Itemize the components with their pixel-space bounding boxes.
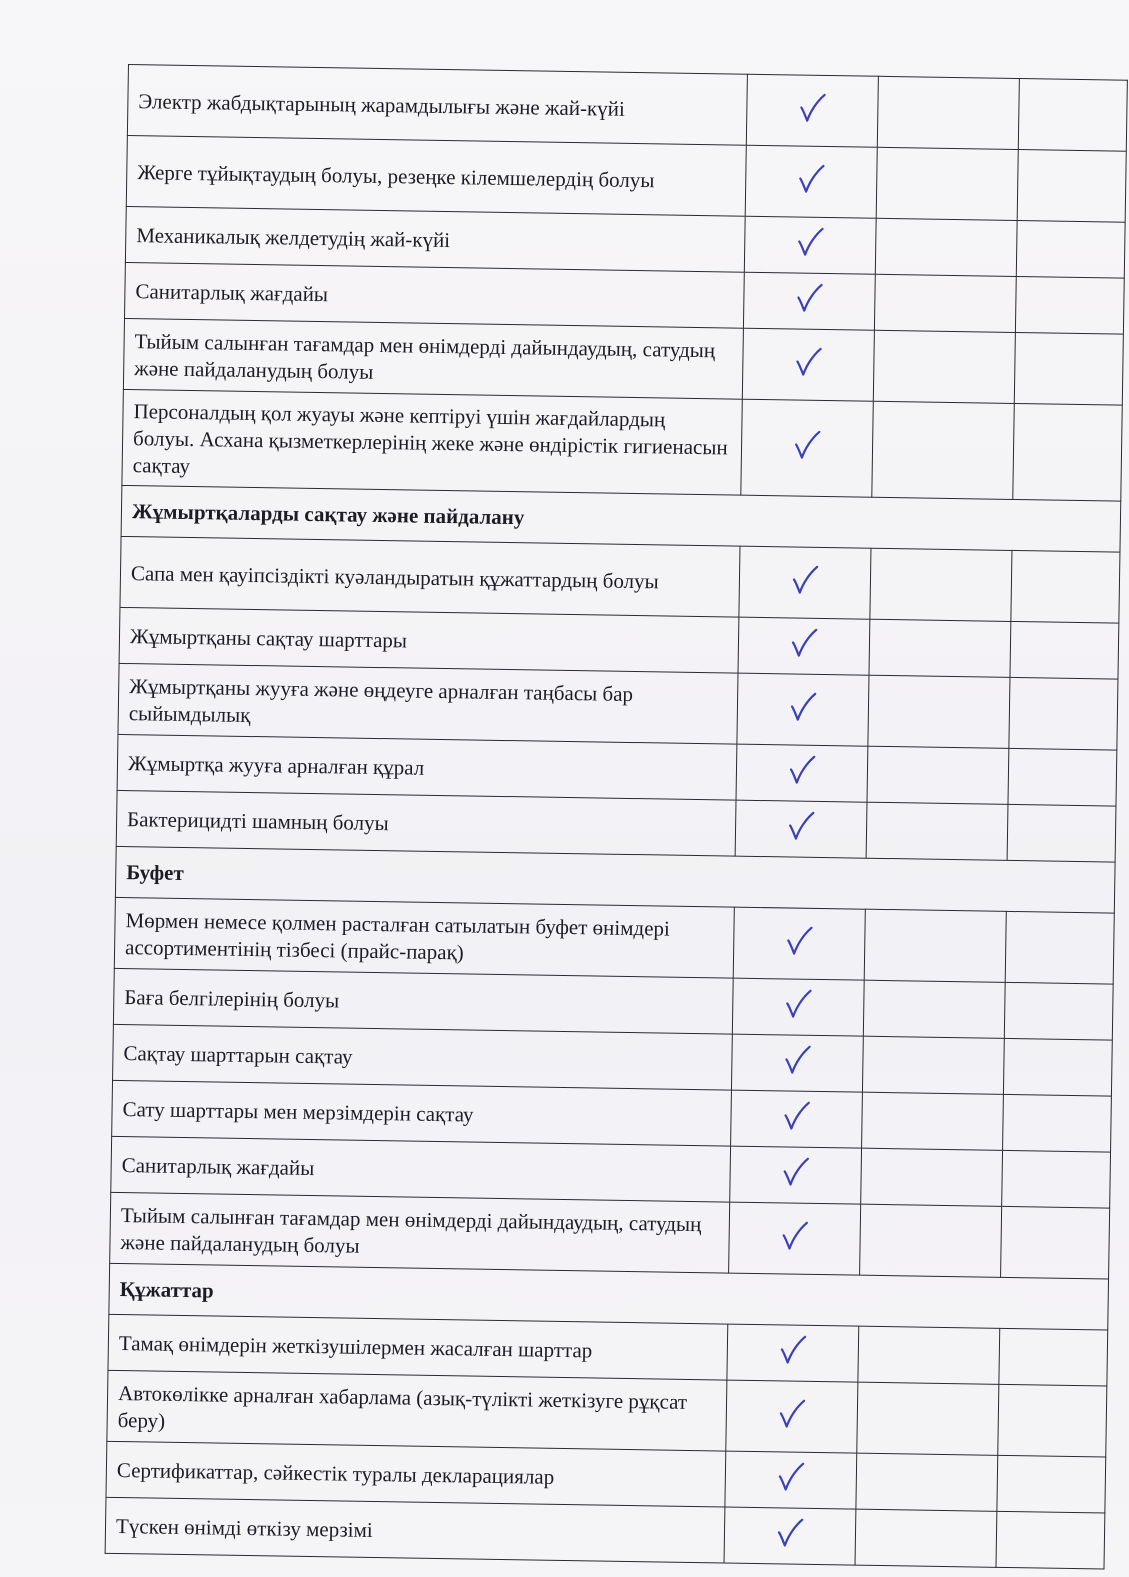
empty-cell[interactable] bbox=[1016, 220, 1125, 278]
empty-cell[interactable] bbox=[1004, 982, 1113, 1040]
row-label: Баға белгілерінің болуы bbox=[113, 968, 733, 1034]
table-row bbox=[122, 389, 1122, 501]
row-label: Тамақ өнімдерін жеткізушілермен жасалған шарттар bbox=[108, 1314, 728, 1380]
empty-cell[interactable] bbox=[861, 1092, 1003, 1150]
empty-cell[interactable] bbox=[864, 909, 1007, 982]
row-label: Жұмыртқа жууға арналған құрал bbox=[117, 734, 737, 800]
empty-cell[interactable] bbox=[1004, 1038, 1113, 1096]
checkmark-icon bbox=[778, 1155, 813, 1190]
checkmark-icon bbox=[773, 1516, 808, 1551]
checkmark-icon bbox=[790, 428, 825, 463]
check-cell[interactable] bbox=[737, 673, 868, 746]
empty-cell[interactable] bbox=[869, 548, 1012, 621]
empty-cell[interactable] bbox=[876, 147, 1019, 220]
check-cell[interactable] bbox=[742, 328, 873, 401]
empty-cell[interactable] bbox=[1005, 911, 1114, 984]
check-cell[interactable] bbox=[731, 1090, 862, 1148]
checkmark-icon bbox=[781, 987, 816, 1022]
empty-cell[interactable] bbox=[1003, 1094, 1112, 1152]
empty-cell[interactable] bbox=[1014, 332, 1123, 405]
check-cell[interactable] bbox=[746, 74, 877, 147]
section-heading: Буфет bbox=[115, 846, 1115, 913]
empty-cell[interactable] bbox=[1017, 149, 1126, 222]
empty-cell[interactable] bbox=[874, 274, 1016, 332]
empty-cell[interactable] bbox=[997, 1455, 1106, 1513]
empty-cell[interactable] bbox=[859, 1204, 1002, 1277]
checkmark-icon bbox=[794, 162, 829, 197]
row-label: Санитарлық жағдайы bbox=[125, 262, 745, 328]
empty-cell[interactable] bbox=[866, 802, 1008, 860]
check-cell[interactable] bbox=[736, 744, 867, 802]
empty-cell[interactable] bbox=[1015, 276, 1124, 334]
checkmark-icon bbox=[775, 1333, 810, 1368]
empty-cell[interactable] bbox=[1009, 677, 1118, 750]
check-cell[interactable] bbox=[745, 145, 876, 218]
checkmark-icon bbox=[785, 753, 820, 788]
empty-cell[interactable] bbox=[867, 746, 1009, 804]
empty-cell[interactable] bbox=[862, 1036, 1004, 1094]
empty-cell[interactable] bbox=[1007, 804, 1116, 862]
empty-cell[interactable] bbox=[877, 76, 1020, 149]
row-label: Бактерицидті шамның болуы bbox=[116, 790, 736, 856]
check-cell[interactable] bbox=[735, 800, 866, 858]
empty-cell[interactable] bbox=[996, 1511, 1105, 1569]
check-cell[interactable] bbox=[744, 272, 875, 330]
check-cell[interactable] bbox=[741, 399, 873, 497]
checklist-table bbox=[105, 64, 1128, 1570]
empty-cell[interactable] bbox=[869, 619, 1011, 677]
check-cell[interactable] bbox=[739, 546, 870, 619]
row-label: Жұмыртқаны жууға және өңдеуге арналған таңбасы бар сыйымдылық bbox=[118, 663, 738, 744]
empty-cell[interactable] bbox=[1013, 403, 1122, 501]
check-cell[interactable] bbox=[729, 1202, 860, 1275]
row-label: Жерге тұйықтаудың болуы, резеңке кілемшелердің болуы bbox=[126, 135, 746, 216]
row-label: Сертификаттар, сәйкестік туралы декларациялар bbox=[106, 1441, 726, 1507]
empty-cell[interactable] bbox=[860, 1148, 1002, 1206]
row-label: Жұмыртқаны сақтау шарттары bbox=[119, 607, 739, 673]
empty-cell[interactable] bbox=[871, 401, 1014, 499]
checkmark-icon bbox=[791, 345, 826, 380]
empty-cell[interactable] bbox=[1001, 1206, 1110, 1279]
checkmark-icon bbox=[784, 809, 819, 844]
checkmark-icon bbox=[792, 281, 827, 316]
empty-cell[interactable] bbox=[1011, 550, 1120, 623]
empty-cell[interactable] bbox=[873, 330, 1016, 403]
empty-cell[interactable] bbox=[855, 1453, 997, 1511]
check-cell[interactable] bbox=[733, 907, 864, 980]
row-label: Тыйым салынған тағамдар мен өнімдерді дайындаудың, сатудың және пайдаланудың болуы bbox=[110, 1192, 730, 1273]
check-cell[interactable] bbox=[727, 1324, 858, 1382]
checkmark-icon bbox=[795, 91, 830, 126]
check-cell[interactable] bbox=[732, 1034, 863, 1092]
check-cell[interactable] bbox=[724, 1507, 855, 1565]
row-label: Түскен өнімді өткізу мерзімі bbox=[105, 1497, 725, 1563]
checkmark-icon bbox=[788, 563, 823, 598]
checkmark-icon bbox=[786, 690, 821, 725]
checkmark-icon bbox=[779, 1099, 814, 1134]
empty-cell[interactable] bbox=[867, 675, 1010, 748]
empty-cell[interactable] bbox=[875, 218, 1017, 276]
empty-cell[interactable] bbox=[855, 1509, 997, 1567]
row-label: Сату шарттары мен мерзімдерін сақтау bbox=[112, 1080, 732, 1146]
checkmark-icon bbox=[793, 225, 828, 260]
checkmark-icon bbox=[777, 1219, 812, 1254]
check-cell[interactable] bbox=[725, 1451, 856, 1509]
row-label: Тыйым салынған тағамдар мен өнімдерді дайындаудың, сатудың және пайдаланудың болуы bbox=[123, 318, 743, 399]
check-cell[interactable] bbox=[733, 978, 864, 1036]
row-label: Санитарлық жағдайы bbox=[111, 1136, 731, 1202]
checkmark-icon bbox=[773, 1460, 808, 1495]
empty-cell[interactable] bbox=[1002, 1150, 1111, 1208]
empty-cell[interactable] bbox=[1018, 79, 1127, 152]
empty-cell[interactable] bbox=[998, 1384, 1107, 1457]
check-cell[interactable] bbox=[738, 617, 869, 675]
check-cell[interactable] bbox=[726, 1380, 857, 1453]
empty-cell[interactable] bbox=[1010, 621, 1119, 679]
row-label: Мөрмен немесе қолмен расталған сатылатын буфет өнімдері ассортиментінің тізбесі (прайс-парақ) bbox=[114, 897, 734, 978]
section-heading: Жұмыртқаларды сақтау және пайдалану bbox=[121, 485, 1121, 552]
checkmark-icon bbox=[780, 1043, 815, 1078]
section-heading: Құжаттар bbox=[109, 1263, 1109, 1330]
row-label: Автокөлікке арналған хабарлама (азық-түлікті жеткізуге рұқсат беру) bbox=[107, 1370, 727, 1451]
row-label: Персоналдың қол жуауы және кептіруі үшін жағдайлардың болуы. Асхана қызметкерлерінің жеке және өндірістік гигиенасын сақтау bbox=[122, 389, 743, 495]
checkmark-icon bbox=[774, 1397, 809, 1432]
row-label: Сақтау шарттарын сақтау bbox=[113, 1024, 733, 1090]
empty-cell[interactable] bbox=[863, 980, 1005, 1038]
checklist-body bbox=[105, 65, 1127, 1570]
check-cell[interactable] bbox=[730, 1146, 861, 1204]
empty-cell[interactable] bbox=[1008, 748, 1117, 806]
row-label: Сапа мен қауіпсіздікті куәландыратын құжаттардың болуы bbox=[120, 536, 740, 617]
empty-cell[interactable] bbox=[857, 1326, 999, 1384]
row-label: Механикалық желдетудің жай-күйі bbox=[125, 206, 745, 272]
check-cell[interactable] bbox=[744, 216, 875, 274]
checkmark-icon bbox=[787, 626, 822, 661]
empty-cell[interactable] bbox=[999, 1328, 1108, 1386]
checklist-sheet bbox=[105, 64, 1128, 1570]
row-label: Электр жабдықтарының жарамдылығы және жай-күйі bbox=[127, 65, 747, 146]
empty-cell[interactable] bbox=[856, 1382, 999, 1455]
checkmark-icon bbox=[782, 924, 817, 959]
